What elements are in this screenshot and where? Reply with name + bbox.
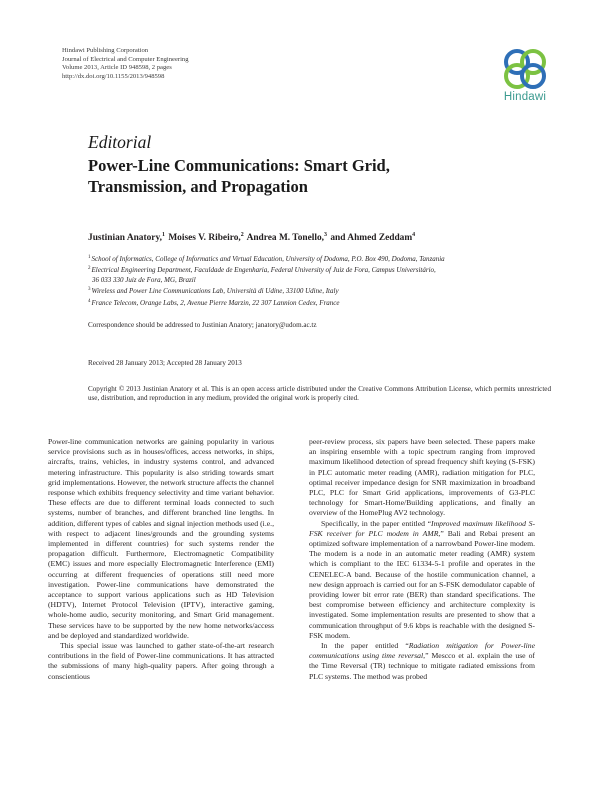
doi-link[interactable]: http://dx.doi.org/10.1155/2013/948598 bbox=[62, 72, 165, 80]
cited-paper-title: Improved maximum likelihood S-FSK receiver for PLC modem in AMR bbox=[309, 518, 536, 538]
affiliation-item bbox=[88, 264, 558, 275]
hindawi-rings-icon bbox=[501, 48, 549, 90]
affiliation-sup: 4 bbox=[88, 298, 91, 304]
affiliation-sup: 3 bbox=[88, 287, 91, 293]
publisher: Hindawi Publishing Corporation bbox=[62, 47, 149, 54]
author-sup: 3 bbox=[324, 232, 328, 238]
title-line-2: Transmission, and Propagation bbox=[88, 177, 308, 196]
logo-text: Hindawi bbox=[503, 91, 547, 103]
cited-paper-title: Radiation mitigation for Power-line communications using time reversal bbox=[309, 641, 535, 661]
paragraph bbox=[309, 641, 535, 682]
correspondence: Correspondence should be addressed to Justinian Anatory; janatory@udom.ac.tz bbox=[88, 321, 317, 329]
affiliation-continuation: 36 033 330 Juiz de Fora, MG, Brazil bbox=[92, 275, 196, 284]
article-category: Editorial bbox=[88, 132, 152, 152]
affiliation-text: Electrical Engineering Department, Faculdade de Engenharia, Federal University of Juiz de Fora, Campus Universitário, bbox=[91, 266, 436, 275]
affiliation-item bbox=[88, 285, 558, 296]
article-title bbox=[88, 155, 558, 197]
author-list bbox=[88, 232, 416, 243]
received-dates: Received 28 January 2013; Accepted 28 January 2013 bbox=[88, 359, 242, 367]
volume-info: Volume 2013, Article ID 948598, 2 pages bbox=[62, 64, 172, 72]
title-line-1: Power-Line Communications: Smart Grid, bbox=[88, 156, 390, 175]
affiliation-text: France Telecom, Orange Labs, 2, Avenue Pierre Marzin, 22 307 Lannion Cedex, France bbox=[91, 298, 340, 307]
text-run: Specifically, in the paper entitled “ bbox=[321, 518, 432, 528]
body-column-right bbox=[309, 437, 535, 682]
paragraph bbox=[309, 519, 535, 641]
paragraph: This special issue was launched to gather state-of-the-art research contributions in the field of Power-line communications. It has attracted the submissions of many high-quality papers. After going through a conscientious bbox=[48, 641, 274, 681]
journal-name: Journal of Electrical and Computer Engineering bbox=[62, 55, 189, 63]
author-sup: 4 bbox=[412, 232, 416, 238]
author-sup: 1 bbox=[161, 232, 165, 238]
author-name: and Ahmed Zeddam bbox=[330, 233, 413, 243]
affiliation-sup: 1 bbox=[88, 255, 91, 260]
affiliation-text: School of Informatics, College of Informatics and Virtual Education, University of Dodoma, P.O. Box 490, Dodoma, Tanzania bbox=[91, 255, 445, 263]
hindawi-logo bbox=[496, 48, 554, 110]
affiliation-text: Wireless and Power Line Communications Lab, Università di Udine, 33100 Udine, Italy bbox=[91, 287, 339, 296]
text-run: ,” Mescco et al. explain the use of the Time Reversal (TR) technique to mitigate radiated emissions from PLC systems. The method was probed bbox=[309, 651, 535, 681]
paragraph: peer-review process, six papers have been selected. These papers make an inspiring ensemble with a topic spectrum ranging from improved maximum likelihood detection of spread frequency shift keying (S-FSK) in PLC automatic meter reading (AMR), radiation mitigation for PLC, optimal receiver impedance design for SNR maximization in broadband PLC, PLC for Smart Grid applications, improvements of G3-PLC technology for Smart-Home/Building applications, and finally an overview of the HomePlug AV2 technology. bbox=[309, 437, 535, 518]
author-name: Justinian Anatory, bbox=[88, 233, 162, 243]
affiliation-item bbox=[88, 253, 558, 264]
affiliation-sup: 2 bbox=[88, 266, 91, 272]
author-sup: 2 bbox=[240, 232, 244, 238]
affiliation-item bbox=[88, 297, 558, 308]
affiliations bbox=[88, 253, 558, 308]
copyright-notice: Copyright © 2013 Justinian Anatory et al. This is an open access article distributed under the Creative Commons Attribution License, which permits unrestricted use, distribution, and reproduction in any medium, provided the original work is properly cited. bbox=[88, 385, 551, 403]
author-name: Andrea M. Tonello, bbox=[246, 233, 325, 243]
text-run: ,” Bali and Rebai present an optimized software implementation of a narrowband Power-line modem. The modem is a node in an automatic meter reading (AMR) system which is compliant to the IEC 61334-5-1 profile and operates in the CENELEC-A band. Because of the hostile communication channel, a new design approach is carried out for an S-FSK demodulator capable of providing lower bit error rate (BER) than standard specifications. The best compromise between efficiency and architecture complexity is investigated. Some implementation results are presented to show that a communication throughput of 9.6 kbps is reachable with the designed S-FSK modem. bbox=[309, 528, 535, 640]
body-column-left bbox=[48, 437, 274, 682]
text-run: In the paper entitled “ bbox=[321, 641, 409, 651]
author-name: Moises V. Ribeiro, bbox=[168, 233, 241, 243]
paragraph: Power-line communication networks are gaining popularity in various service provisions such as in houses/offices, access networks, in ships, aircrafts, trains, vehicles, in industry systems control, and advanced metering infrastructure. This popularity is also striding towards smart grid implementations. However, the network structure affects the channel response which exhibits frequency selectivity and time variant behavior. These effects are due to different terminal loads connected to such systems, number of branches, and different branched line lengths. In addition, different types of cables and signal injection methods used (i.e., with respect to adjacent lines/grounds and the grounding systems implemented in different countries) for such systems render the propagation difficult. Furthermore, Electromagnetic Compatibility (EMC) issues and more especially Electromagnetic Interference (EMI) occurring at different frequencies of operations still need more investigation. Power-line communications have demonstrated the acceptance to support various applications such as HD Television (HDTV), Internet Protocol Television (IPTV), interactive gaming, whole-home audio, security monitoring, and Smart Grid management. These services have to be supported by the new home networks/access and be deployed and standardized worldwide. bbox=[48, 437, 274, 640]
journal-info bbox=[62, 47, 189, 81]
